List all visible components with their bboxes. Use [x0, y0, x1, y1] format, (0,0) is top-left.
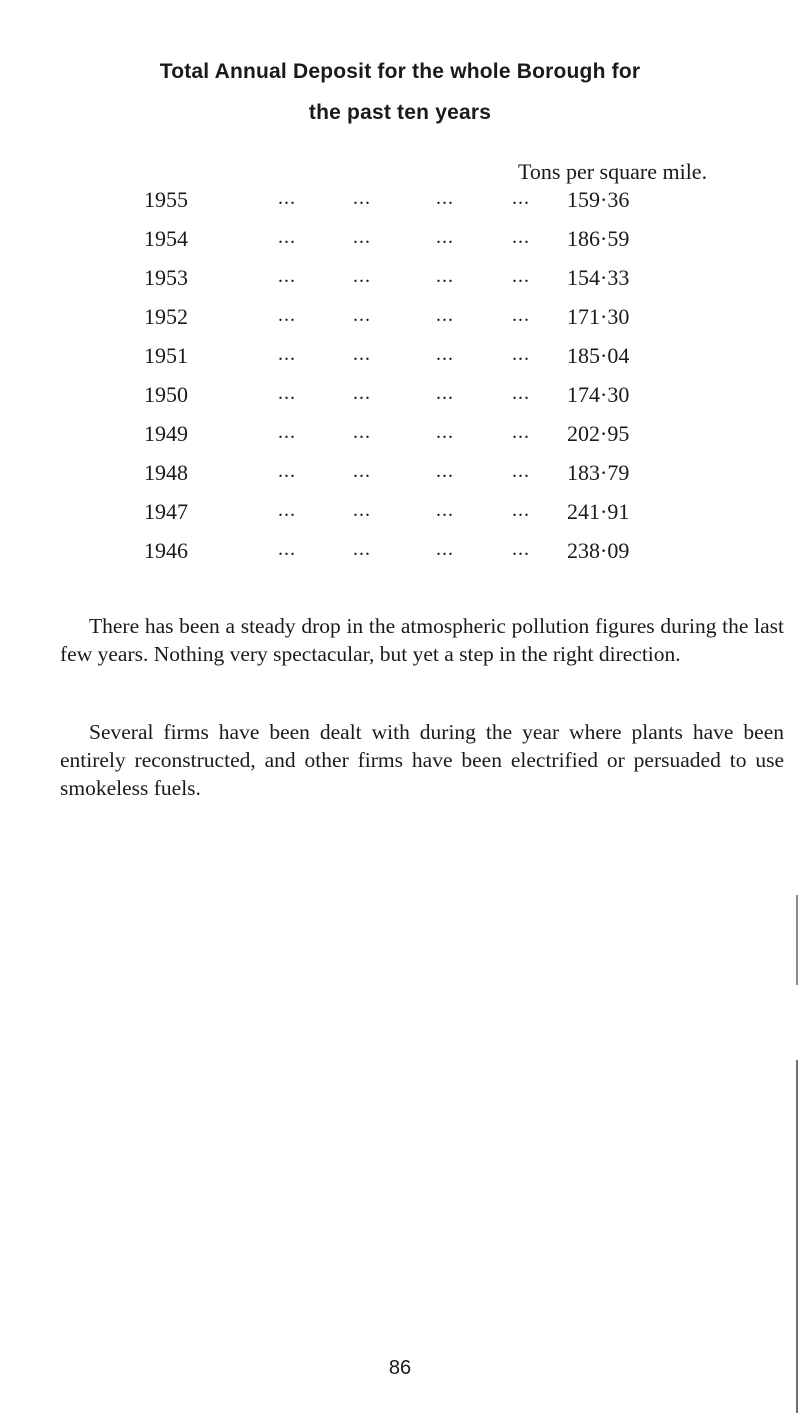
leader-dots: ...	[278, 499, 296, 521]
page-edge-shadow	[796, 1060, 798, 1413]
leader-dots: ...	[278, 382, 296, 404]
column-header-tons-per-square-mile: Tons per square mile.	[518, 159, 708, 184]
table-row-year: 1953	[144, 265, 188, 290]
leader-dots: ...	[436, 499, 454, 521]
table-row-value: 159·36	[567, 187, 630, 212]
table-row-year: 1955	[144, 187, 188, 212]
table-row	[0, 460, 800, 499]
leader-dots: ...	[278, 538, 296, 560]
table-row-year: 1952	[144, 304, 188, 329]
leader-dots: ...	[353, 421, 371, 443]
leader-dots: ...	[278, 265, 296, 287]
table-row-year: 1947	[144, 499, 188, 524]
table-row	[0, 304, 800, 343]
leader-dots: ...	[512, 187, 530, 209]
table-row-value: 171·30	[567, 304, 630, 329]
document-title-line-1: Total Annual Deposit for the whole Borough for	[159, 60, 641, 83]
leader-dots: ...	[436, 343, 454, 365]
table-row-value: 174·30	[567, 382, 630, 407]
leader-dots: ...	[436, 382, 454, 404]
leader-dots: ...	[353, 382, 371, 404]
body-paragraph-firms-dealt-with: Several firms have been dealt with during the year where plants have been entirely reconstructed, and other firms have been electrified or persuaded to use smokeless fuels.	[60, 720, 784, 800]
leader-dots: ...	[353, 460, 371, 482]
leader-dots: ...	[512, 343, 530, 365]
table-row-value: 202·95	[567, 421, 630, 446]
leader-dots: ...	[512, 304, 530, 326]
table-row	[0, 187, 800, 226]
table-row	[0, 421, 800, 460]
table-row-value: 154·33	[567, 265, 630, 290]
table-row-year: 1950	[144, 382, 188, 407]
leader-dots: ...	[512, 382, 530, 404]
leader-dots: ...	[278, 304, 296, 326]
leader-dots: ...	[353, 226, 371, 248]
table-row-year: 1946	[144, 538, 188, 563]
leader-dots: ...	[353, 538, 371, 560]
leader-dots: ...	[436, 265, 454, 287]
leader-dots: ...	[353, 265, 371, 287]
table-row-year: 1949	[144, 421, 188, 446]
leader-dots: ...	[278, 187, 296, 209]
table-row-year: 1948	[144, 460, 188, 485]
leader-dots: ...	[512, 226, 530, 248]
document-title-line-2: the past ten years	[308, 101, 492, 124]
leader-dots: ...	[278, 226, 296, 248]
body-paragraph-pollution-drop: There has been a steady drop in the atmospheric pollution figures during the last few years. Nothing very spectacular, but yet a step in the right direction.	[60, 614, 784, 666]
table-row-year: 1951	[144, 343, 188, 368]
table-row-value: 241·91	[567, 499, 630, 524]
page-edge-shadow	[796, 895, 798, 985]
leader-dots: ...	[512, 421, 530, 443]
leader-dots: ...	[436, 304, 454, 326]
leader-dots: ...	[278, 343, 296, 365]
leader-dots: ...	[278, 421, 296, 443]
leader-dots: ...	[512, 499, 530, 521]
leader-dots: ...	[436, 421, 454, 443]
table-row-value: 186·59	[567, 226, 630, 251]
leader-dots: ...	[353, 343, 371, 365]
leader-dots: ...	[512, 538, 530, 560]
leader-dots: ...	[512, 460, 530, 482]
leader-dots: ...	[353, 499, 371, 521]
page-number: 86	[388, 1357, 412, 1379]
table-row	[0, 538, 800, 577]
leader-dots: ...	[353, 187, 371, 209]
table-row	[0, 499, 800, 538]
table-row	[0, 226, 800, 265]
leader-dots: ...	[278, 460, 296, 482]
table-row-value: 185·04	[567, 343, 630, 368]
table-row-value: 238·09	[567, 538, 630, 563]
leader-dots: ...	[436, 460, 454, 482]
leader-dots: ...	[436, 226, 454, 248]
table-row	[0, 382, 800, 421]
deposit-table	[0, 187, 800, 577]
table-row-value: 183·79	[567, 460, 630, 485]
table-row-year: 1954	[144, 226, 188, 251]
leader-dots: ...	[436, 187, 454, 209]
leader-dots: ...	[436, 538, 454, 560]
leader-dots: ...	[353, 304, 371, 326]
leader-dots: ...	[512, 265, 530, 287]
table-row	[0, 265, 800, 304]
table-row	[0, 343, 800, 382]
